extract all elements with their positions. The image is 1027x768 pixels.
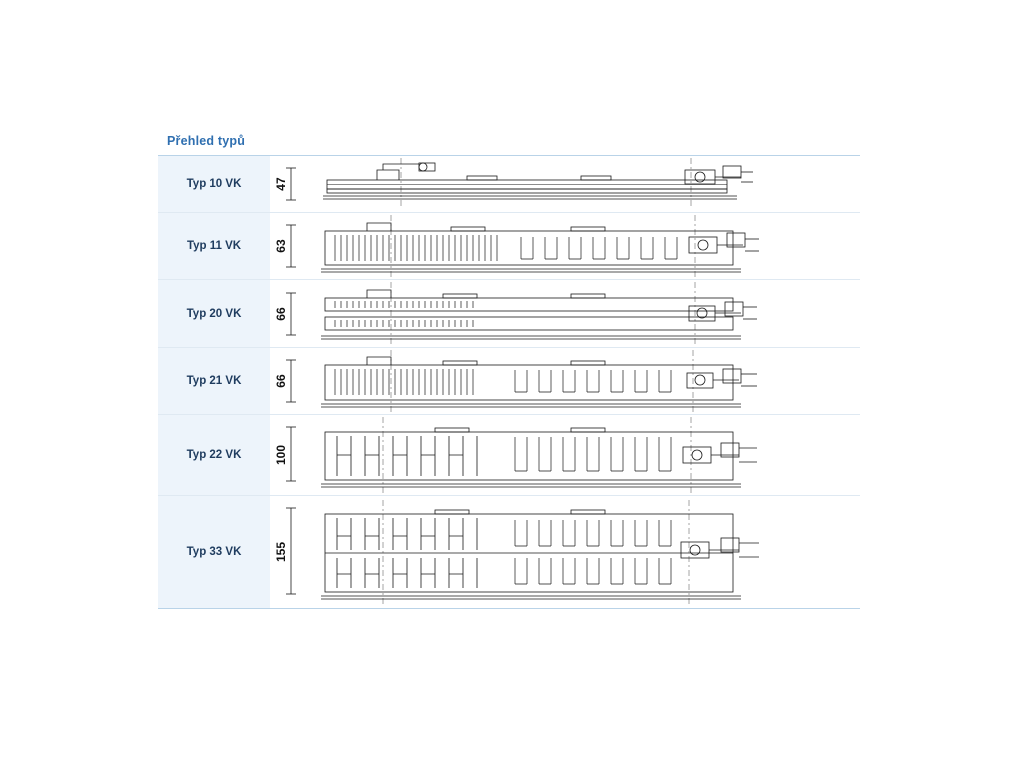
row-label-type-10-vk: Typ 10 VK bbox=[158, 156, 271, 212]
row-label-type-20-vk: Typ 20 VK bbox=[158, 280, 271, 347]
table-row bbox=[158, 213, 860, 280]
row-figure-type-21-vk bbox=[271, 348, 861, 414]
table-row bbox=[158, 496, 860, 609]
page-title: Přehled typů bbox=[167, 134, 246, 148]
depth-dimension-label: 155 bbox=[274, 541, 288, 563]
table-row bbox=[158, 415, 860, 496]
row-figure-type-33-vk bbox=[271, 496, 861, 608]
row-label-type-11-vk: Typ 11 VK bbox=[158, 213, 271, 279]
depth-dimension-label: 66 bbox=[274, 307, 288, 321]
row-label-type-21-vk: Typ 21 VK bbox=[158, 348, 271, 414]
radiator-section-diagram bbox=[271, 280, 861, 347]
row-label-type-22-vk: Typ 22 VK bbox=[158, 415, 271, 495]
types-overview-table bbox=[158, 128, 860, 609]
table-row bbox=[158, 156, 860, 213]
row-figure-type-22-vk bbox=[271, 415, 861, 495]
radiator-section-diagram bbox=[271, 213, 861, 279]
radiator-section-diagram bbox=[271, 415, 861, 495]
row-figure-type-20-vk bbox=[271, 280, 861, 347]
row-figure-type-11-vk bbox=[271, 213, 861, 279]
row-figure-type-10-vk bbox=[271, 156, 861, 212]
depth-dimension-label: 66 bbox=[274, 374, 288, 388]
depth-dimension-label: 47 bbox=[274, 177, 288, 191]
table-row bbox=[158, 348, 860, 415]
depth-dimension-label: 63 bbox=[274, 239, 288, 253]
radiator-section-diagram bbox=[271, 348, 861, 414]
row-label-type-33-vk: Typ 33 VK bbox=[158, 496, 271, 608]
radiator-section-diagram bbox=[271, 156, 861, 212]
depth-dimension-label: 100 bbox=[274, 444, 288, 466]
table-row bbox=[158, 280, 860, 348]
radiator-section-diagram bbox=[271, 496, 861, 608]
